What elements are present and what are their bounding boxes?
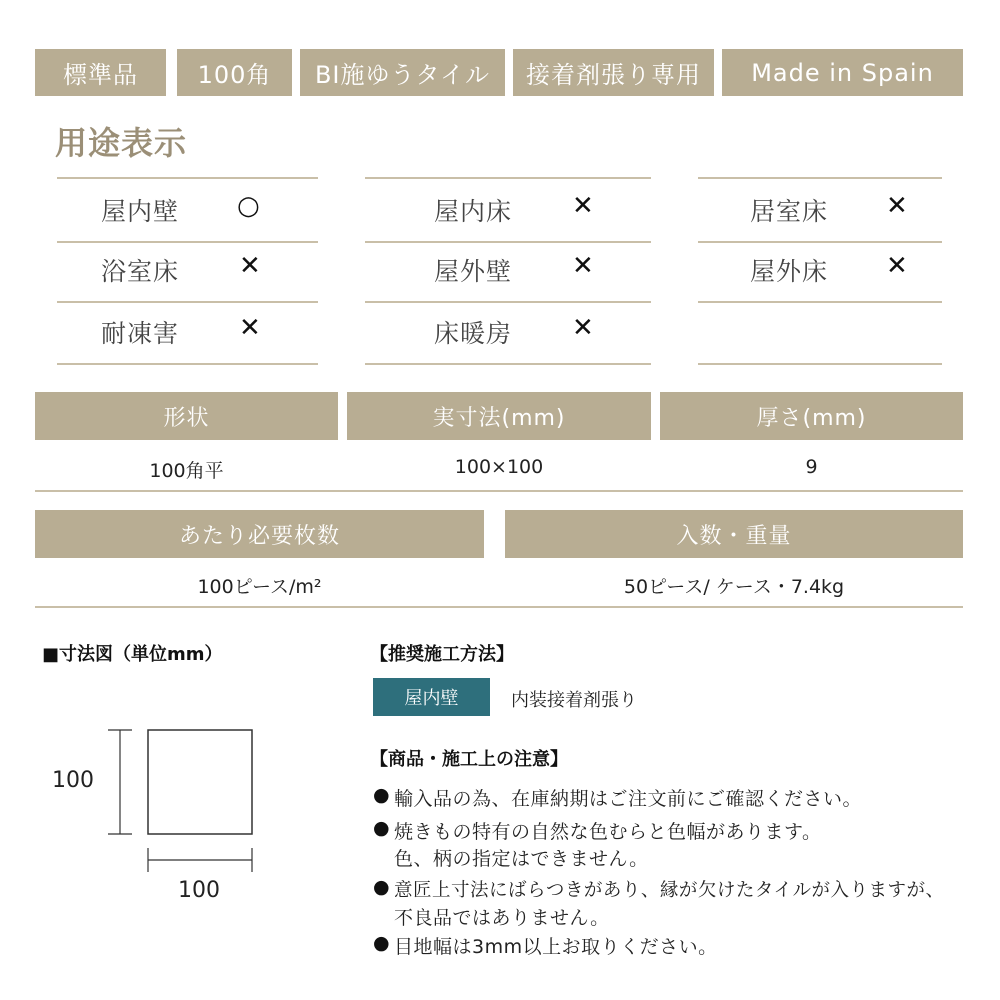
bullet-icon: ● (373, 817, 390, 839)
spec-value-pieces: 100ピース/m² (197, 576, 322, 598)
usage-cell-frost-resistance (57, 301, 318, 365)
usage-cell-empty (698, 301, 942, 365)
tile-dimension-diagram (100, 722, 260, 882)
usage-cell-indoor-wall (57, 177, 318, 243)
spec-divider (35, 606, 963, 608)
usage-cell-outdoor-wall (365, 239, 651, 303)
usage-cell-bathroom-floor (57, 239, 318, 303)
usage-label: 屋内壁 (101, 197, 180, 226)
spec-header-thickness: 厚さ(mm) (660, 392, 963, 440)
usage-title: 用途表示 (55, 124, 188, 162)
note-line: 色、柄の指定はできません。 (394, 848, 649, 870)
cross-mark-icon: ✕ (239, 251, 261, 281)
cross-mark-icon: ✕ (886, 251, 908, 281)
diagram-height-label: 100 (52, 768, 94, 793)
usage-label: 居室床 (750, 197, 829, 226)
circle-mark-icon: ○ (237, 191, 260, 221)
method-title: 【推奨施工方法】 (370, 644, 514, 665)
usage-cell-outdoor-floor (698, 239, 942, 303)
spec-header-pieces: あたり必要枚数 (35, 510, 484, 558)
spec-value-thickness: 9 (805, 456, 818, 478)
method-badge-indoor-wall: 屋内壁 (373, 678, 490, 716)
bullet-icon: ● (373, 876, 390, 898)
spec-value-size: 100×100 (454, 456, 544, 478)
notes-title: 【商品・施工上の注意】 (370, 749, 568, 770)
bullet-icon: ● (373, 784, 390, 806)
spec-header-size: 実寸法(mm) (347, 392, 651, 440)
note-line: 目地幅は3mm以上お取りください。 (394, 936, 718, 958)
usage-label: 屋内床 (434, 197, 513, 226)
cross-mark-icon: ✕ (572, 313, 594, 343)
cross-mark-icon: ✕ (572, 191, 594, 221)
usage-label: 屋外壁 (434, 257, 513, 286)
usage-cell-indoor-floor (365, 177, 651, 243)
cross-mark-icon: ✕ (572, 251, 594, 281)
tag-standard: 標準品 (35, 49, 166, 96)
spec-header-shape: 形状 (35, 392, 338, 440)
usage-label: 床暖房 (434, 319, 513, 348)
note-line: 焼きもの特有の自然な色むらと色幅があります。 (394, 821, 822, 843)
spec-value-pack: 50ピース/ ケース・7.4kg (623, 576, 845, 598)
tag-adhesive: 接着剤張り専用 (513, 49, 714, 96)
diagram-width-label: 100 (178, 878, 220, 903)
note-line: 不良品ではありません。 (394, 907, 610, 929)
bullet-icon: ● (373, 932, 390, 954)
tile-outline (148, 730, 252, 834)
tag-origin: Made in Spain (722, 49, 963, 96)
usage-cell-living-floor (698, 177, 942, 243)
usage-label: 浴室床 (101, 257, 180, 286)
spec-header-pack: 入数・重量 (505, 510, 963, 558)
usage-cell-floor-heating (365, 301, 651, 365)
tag-glaze: BI施ゆうタイル (300, 49, 505, 96)
note-line: 輸入品の為、在庫納期はご注文前にご確認ください。 (394, 788, 863, 810)
spec-value-shape: 100角平 (149, 460, 224, 482)
cross-mark-icon: ✕ (239, 313, 261, 343)
note-line: 意匠上寸法にばらつきがあり、縁が欠けたタイルが入りますが、 (394, 880, 945, 901)
method-text: 内装接着剤張り (511, 690, 637, 711)
tag-size: 100角 (177, 49, 292, 96)
usage-label: 耐凍害 (101, 319, 180, 348)
spec-divider (35, 490, 963, 492)
cross-mark-icon: ✕ (886, 191, 908, 221)
diagram-title: ■寸法図（単位mm） (42, 644, 223, 665)
usage-label: 屋外床 (750, 257, 829, 286)
